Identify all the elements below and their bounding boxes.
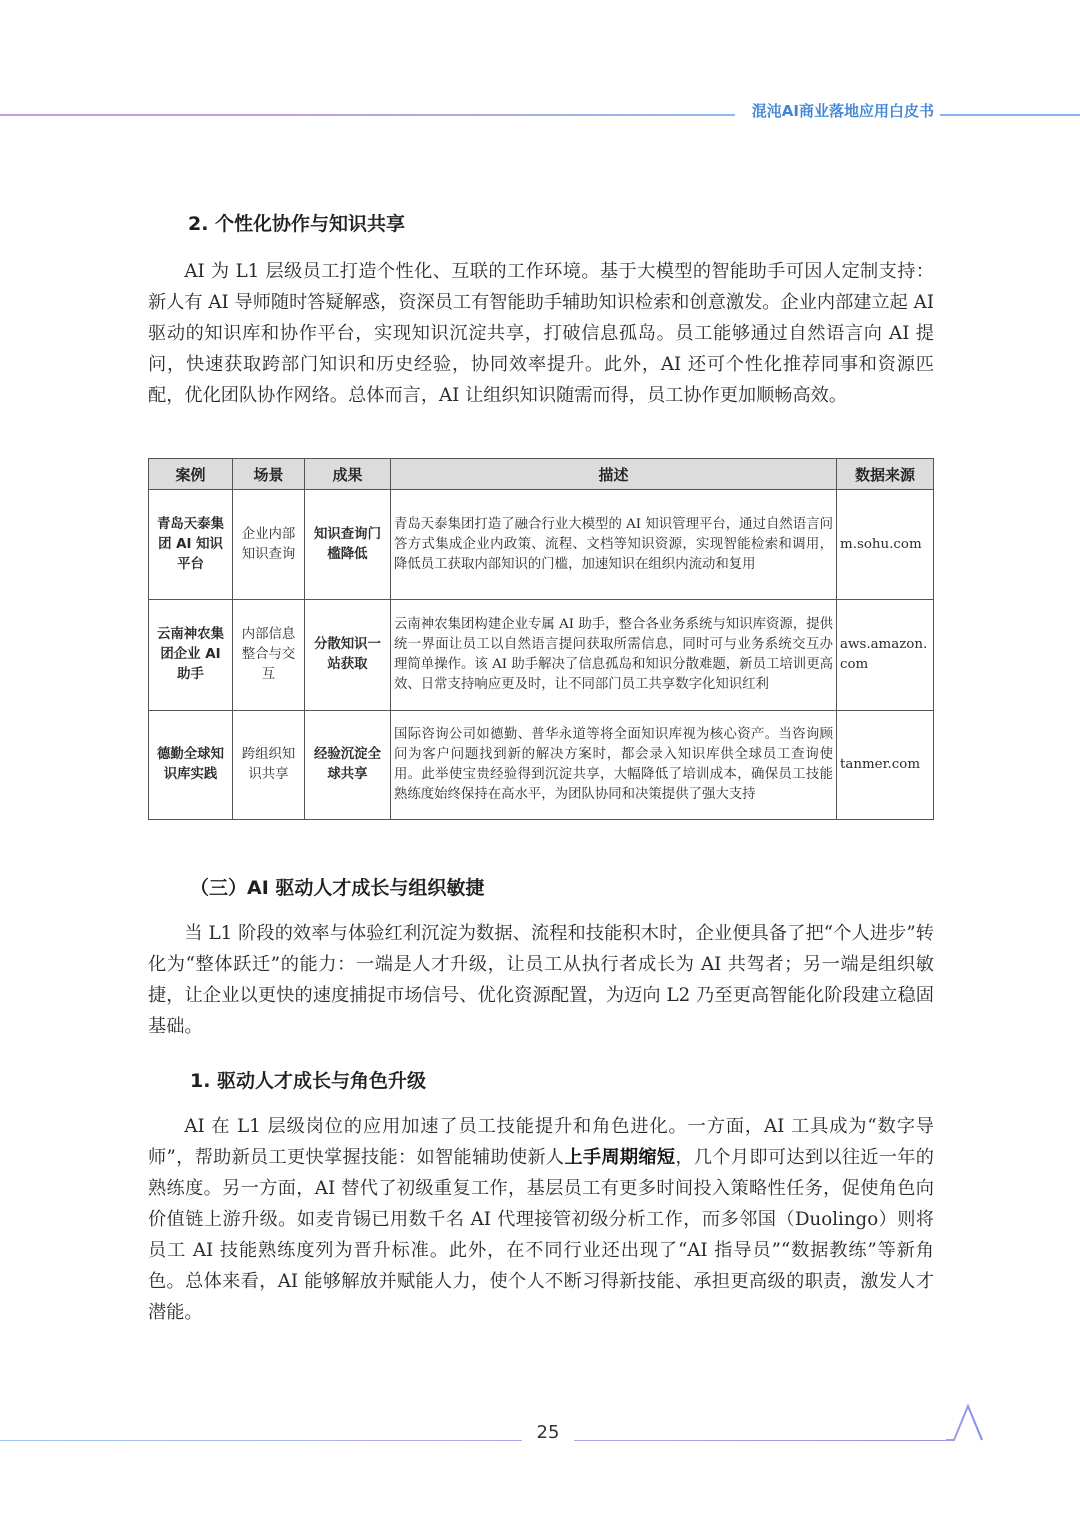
section-heading-collaboration: 2. 个性化协作与知识共享 [188, 213, 406, 235]
role-upgrade-text-part1: AI 在 L1 层级岗位的应用加速了员工技能提升和角色进化。一方面，AI 工具成为“数字导师”，帮助新员工更快掌握技能：如智能辅助使新人 [148, 1116, 934, 1168]
description-cell: 国际咨询公司如德勤、普华永道等将全面知识库视为核心资产。当咨询顾问为客户问题找到新的解决方案时，都会录入知识库供全球员工查询使用。此举使宝贵经验得到沉淀共享，大幅降低了培训成本，确保员工技能熟练度始终保持在高水平，为团队协同和决策提供了强大支持 [391, 711, 837, 820]
page-number: 25 [536, 1422, 560, 1443]
description-cell: 青岛天泰集团打造了融合行业大模型的 AI 知识管理平台，通过自然语言问答方式集成企业内政策、流程、文档等知识资源，实现智能检索和调用，降低员工获取内部知识的门槛，加速知识在组织内流动和复用 [391, 490, 837, 600]
column-header-scene: 场景 [233, 459, 305, 490]
footer-divider-left [0, 1440, 522, 1441]
table-row [149, 490, 934, 600]
scene-cell: 企业内部知识查询 [233, 490, 305, 600]
role-upgrade-paragraph [148, 1111, 934, 1328]
role-upgrade-text-part2: ，几个月即可达到以往近一年的熟练度。另一方面，AI 替代了初级重复工作，基层员工有更多时间投入策略性任务，促使角色向价值链上游升级。如麦肯锡已用数千名 AI 代理接管初级分析工作，而多邻国（Duolingo）则将员工 AI 技能熟练度列为晋升标准。此外，在不同行业还出现了“AI 指导员”“数据教练”等新角色。总体来看，AI 能够解放并赋能人力，使个人不断习得新技能、承担更高级的职责，激发人才潜能。 [148, 1147, 934, 1323]
header-divider-left [0, 114, 735, 116]
column-header-case: 案例 [149, 459, 233, 490]
column-header-source: 数据来源 [837, 459, 934, 490]
result-cell: 知识查询门槛降低 [305, 490, 391, 600]
section-heading-role-upgrade: 1. 驱动人才成长与角色升级 [190, 1070, 427, 1092]
ai-logo-icon [946, 1402, 1080, 1444]
running-header-title: 混沌AI商业落地应用白皮书 [751, 102, 934, 120]
source-cell: m.sohu.com [837, 490, 934, 600]
case-cell: 青岛天泰集团 AI 知识平台 [149, 490, 233, 600]
source-cell: tanmer.com [837, 711, 934, 820]
footer-divider-right [574, 1440, 946, 1441]
column-header-result: 成果 [305, 459, 391, 490]
description-cell: 云南神农集团构建企业专属 AI 助手，整合各业务系统与知识库资源，提供统一界面让员工以自然语言提问获取所需信息，同时可与业务系统交互办理简单操作。该 AI 助手解决了信息孤岛和知识分散难题，新员工培训更高效、日常支持响应更及时，让不同部门员工共享数字化知识红利 [391, 600, 837, 711]
case-cell: 云南神农集团企业 AI 助手 [149, 600, 233, 711]
scene-cell: 跨组织知识共享 [233, 711, 305, 820]
source-cell: aws.amazon.com [837, 600, 934, 711]
talent-agility-paragraph: 当 L1 阶段的效率与体验红利沉淀为数据、流程和技能积木时，企业便具备了把“个人进步”转化为“整体跃迁”的能力：一端是人才升级，让员工从执行者成长为 AI 共驾者；另一端是组织敏捷，让企业以更快的速度捕捉市场信号、优化资源配置，为迈向 L2 乃至更高智能化阶段建立稳固基础。 [148, 923, 934, 1037]
result-cell: 分散知识一站获取 [305, 600, 391, 711]
case-table [148, 458, 934, 820]
header-divider-right [940, 114, 1080, 116]
table-row [149, 711, 934, 820]
logo-text [966, 1432, 967, 1433]
table-row [149, 600, 934, 711]
column-header-description: 描述 [391, 459, 837, 490]
scene-cell: 内部信息整合与交互 [233, 600, 305, 711]
result-cell: 经验沉淀全球共享 [305, 711, 391, 820]
section-heading-talent-agility: （三）AI 驱动人才成长与组织敏捷 [190, 877, 485, 899]
collaboration-paragraph: AI 为 L1 层级员工打造个性化、互联的工作环境。基于大模型的智能助手可因人定制支持：新人有 AI 导师随时答疑解惑，资深员工有智能助手辅助知识检索和创意激发。企业内部建立起 AI 驱动的知识库和协作平台，实现知识沉淀共享，打破信息孤岛。员工能够通过自然语言向 AI 提问，快速获取跨部门知识和历史经验，协同效率提升。此外，AI 还可个性化推荐同事和资源匹配，优化团队协作网络。总体而言，AI 让组织知识随需而得，员工协作更加顺畅高效。 [148, 261, 934, 406]
case-cell: 德勤全球知识库实践 [149, 711, 233, 820]
role-upgrade-emphasis: 上手周期缩短 [564, 1147, 676, 1168]
table-header-row [149, 459, 934, 490]
